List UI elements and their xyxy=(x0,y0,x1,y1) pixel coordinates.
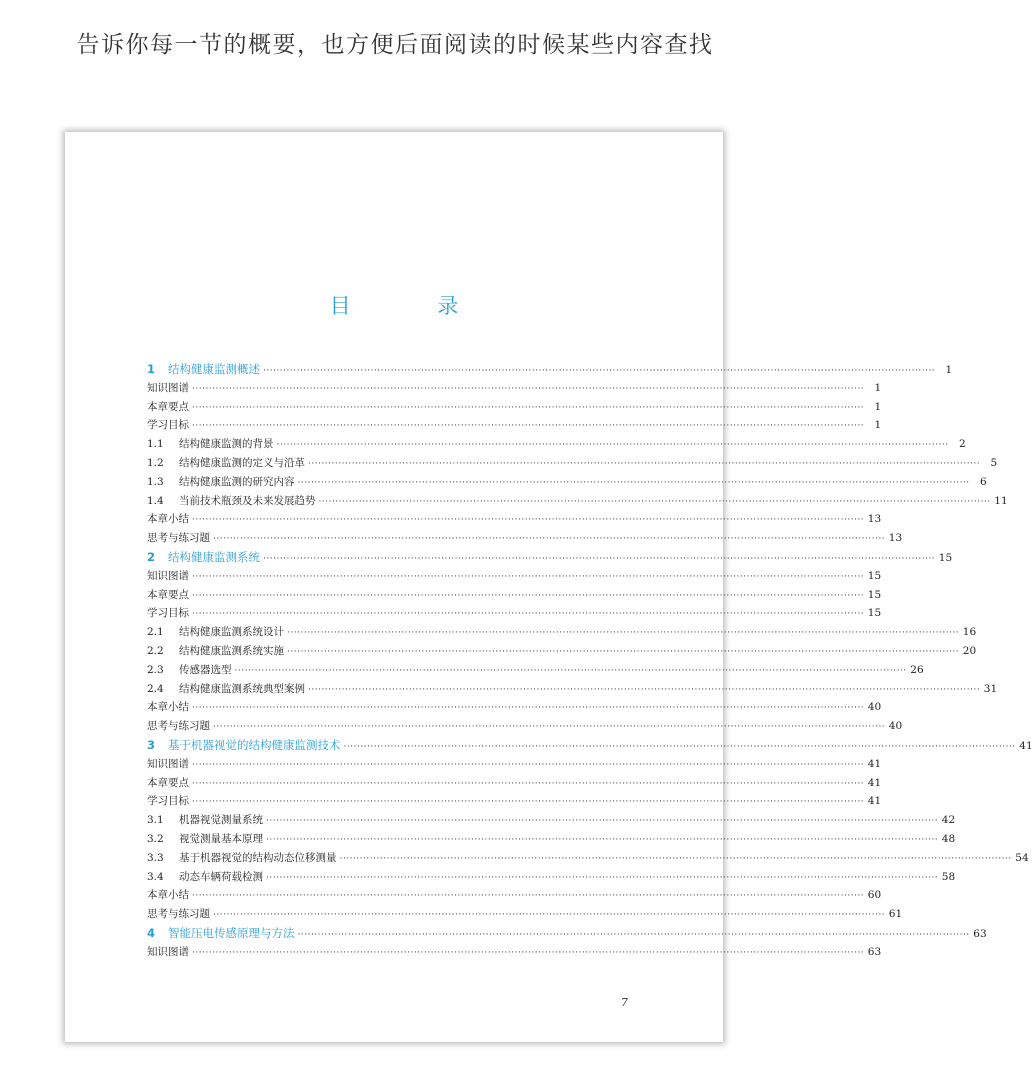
toc-entry-page: 61 xyxy=(888,908,903,921)
toc-entry-title: 学习目标 xyxy=(147,419,189,432)
toc-entry-number: 2.1 xyxy=(147,626,164,639)
toc-entry-page: 2 xyxy=(958,438,966,451)
toc-entry-title: 本章要点 xyxy=(147,776,189,789)
toc-entry xyxy=(147,886,882,905)
dot-leader: ········································································································································································································ xyxy=(297,929,970,940)
toc-entry-title: 基于机器视觉的结构动态位移测量 xyxy=(179,851,337,864)
dot-leader: ········································································································································································································ xyxy=(192,759,865,770)
dot-leader: ········································································································································································································ xyxy=(192,590,865,601)
dot-leader: ········································································································································································································ xyxy=(192,515,865,526)
dot-leader: ········································································································································································································ xyxy=(213,722,886,733)
toc-entry-number: 1 xyxy=(147,362,156,376)
toc-entry xyxy=(147,604,882,623)
toc-entry-page: 63 xyxy=(973,927,987,940)
toc-entry-title: 知识图谱 xyxy=(147,945,189,958)
dot-leader: ········································································································································································································ xyxy=(192,797,865,808)
toc-chapter-entry xyxy=(147,924,987,943)
dot-leader: ········································································································································································································ xyxy=(263,366,936,376)
toc-entry-title: 动态车辆荷载检测 xyxy=(179,870,263,883)
dot-leader: ········································································································································································································ xyxy=(192,571,865,582)
toc-entry xyxy=(147,774,882,793)
toc-entry-page: 40 xyxy=(867,701,882,714)
toc-entry-page: 13 xyxy=(888,532,903,545)
toc-entry-page: 15 xyxy=(867,569,882,582)
dot-leader: ········································································································································································································ xyxy=(213,910,886,921)
toc-entry-number: 3.1 xyxy=(147,814,164,827)
toc-entry-title: 本章要点 xyxy=(147,400,189,413)
toc-entry-title: 本章小结 xyxy=(147,889,189,902)
toc-section-entry xyxy=(147,661,924,680)
toc-entry-page: 5 xyxy=(990,456,998,469)
toc-entry-title: 智能压电传感原理与方法 xyxy=(168,925,295,940)
toc-entry-number: 2.2 xyxy=(147,644,164,657)
toc-entry-page: 26 xyxy=(910,663,924,676)
dot-leader: ········································································································································································································ xyxy=(192,947,865,958)
toc-entry-page: 15 xyxy=(867,588,882,601)
table-of-contents xyxy=(147,360,1033,962)
toc-entry-title: 视觉测量基本原理 xyxy=(179,832,263,845)
book-page xyxy=(65,132,1033,1042)
dot-leader: ········································································································································································································ xyxy=(192,891,865,902)
toc-entry-title: 当前技术瓶颈及未来发展趋势 xyxy=(179,494,316,507)
dot-leader: ········································································································································································································ xyxy=(318,496,991,507)
toc-entry-title: 结构健康监测系统典型案例 xyxy=(179,682,305,695)
dot-leader: ········································································································································································································ xyxy=(308,458,981,469)
toc-entry xyxy=(147,792,882,811)
toc-entry-title: 机器视觉测量系统 xyxy=(179,814,263,827)
dot-leader: ········································································································································································································ xyxy=(287,646,960,657)
toc-entry-page: 16 xyxy=(962,626,977,639)
toc-entry-number: 3.4 xyxy=(147,870,164,883)
toc-entry xyxy=(147,698,882,717)
toc-entry-title: 思考与练习题 xyxy=(147,720,210,733)
toc-entry-page: 58 xyxy=(941,870,956,883)
toc-section-entry xyxy=(147,680,998,699)
dot-leader: ········································································································································································································ xyxy=(297,477,970,488)
toc-entry-number: 1.1 xyxy=(147,438,164,451)
toc-entry xyxy=(147,529,903,548)
toc-entry-page: 1 xyxy=(874,400,882,413)
toc-entry-title: 结构健康监测的研究内容 xyxy=(179,475,295,488)
caption-text: 告诉你每一节的概要，也方便后面阅读的时候某些内容查找 xyxy=(76,32,714,58)
toc-section-entry xyxy=(147,811,956,830)
toc-entry xyxy=(147,379,882,398)
dot-leader: ········································································································································································································ xyxy=(213,534,886,545)
dot-leader: ········································································································································································································ xyxy=(343,741,1016,752)
toc-entry-page: 31 xyxy=(983,682,998,695)
toc-entry-title: 思考与练习题 xyxy=(147,532,210,545)
toc-entry-page: 11 xyxy=(994,494,1008,507)
dot-leader: ········································································································································································································ xyxy=(339,853,1012,864)
toc-chapter-entry xyxy=(147,548,953,567)
toc-entry-title: 结构健康监测的定义与沿革 xyxy=(179,456,305,469)
toc-section-entry xyxy=(147,623,977,642)
toc-entry-title: 结构健康监测系统 xyxy=(168,549,260,564)
toc-section-entry xyxy=(147,492,1008,511)
dot-leader: ········································································································································································································ xyxy=(287,628,960,639)
toc-entry-page: 41 xyxy=(867,795,882,808)
toc-entry-page: 1 xyxy=(945,364,953,376)
toc-section-entry xyxy=(147,473,987,492)
dot-leader: ········································································································································································································ xyxy=(266,872,939,883)
toc-entry-number: 2.4 xyxy=(147,682,164,695)
toc-entry-title: 知识图谱 xyxy=(147,381,189,394)
toc-entry xyxy=(147,755,882,774)
toc-entry-page: 6 xyxy=(979,475,987,488)
toc-entry-page: 41 xyxy=(867,776,882,789)
toc-entry-title: 本章小结 xyxy=(147,513,189,526)
toc-entry-page: 20 xyxy=(962,644,977,657)
toc-entry-number: 3 xyxy=(147,737,156,752)
toc-entry-number: 2.3 xyxy=(147,663,164,676)
toc-entry-number: 1.4 xyxy=(147,494,164,507)
toc-entry xyxy=(147,943,882,962)
toc-chapter-entry xyxy=(147,360,953,379)
toc-section-entry xyxy=(147,642,977,661)
toc-section-entry xyxy=(147,830,956,849)
toc-entry xyxy=(147,398,882,417)
toc-entry-number: 4 xyxy=(147,925,156,940)
toc-entry-page: 40 xyxy=(888,720,903,733)
dot-leader: ········································································································································································································ xyxy=(192,383,865,394)
toc-entry-title: 基于机器视觉的结构健康监测技术 xyxy=(168,737,341,752)
toc-entry xyxy=(147,416,882,435)
dot-leader: ········································································································································································································ xyxy=(263,553,936,564)
page-number: 7 xyxy=(621,996,628,1009)
toc-entry-title: 知识图谱 xyxy=(147,569,189,582)
toc-entry-page: 42 xyxy=(941,814,956,827)
toc-entry-page: 15 xyxy=(867,607,882,620)
toc-entry xyxy=(147,510,882,529)
toc-entry-page: 15 xyxy=(938,551,953,564)
toc-entry xyxy=(147,586,882,605)
toc-entry-page: 13 xyxy=(867,513,882,526)
dot-leader: ········································································································································································································ xyxy=(192,421,865,432)
toc-entry-page: 41 xyxy=(867,757,882,770)
dot-leader: ········································································································································································································ xyxy=(266,834,939,845)
toc-entry-title: 本章小结 xyxy=(147,701,189,714)
toc-entry xyxy=(147,905,903,924)
toc-entry-title: 本章要点 xyxy=(147,588,189,601)
toc-entry-page: 48 xyxy=(941,832,956,845)
dot-leader: ········································································································································································································ xyxy=(266,816,939,827)
toc-entry-title: 结构健康监测概述 xyxy=(168,362,260,376)
toc-entry-page: 60 xyxy=(867,889,882,902)
toc-entry-title: 结构健康监测系统设计 xyxy=(179,626,284,639)
dot-leader: ········································································································································································································ xyxy=(308,684,981,695)
toc-section-entry xyxy=(147,849,1029,868)
dot-leader: ········································································································································································································ xyxy=(276,440,949,451)
toc-entry-page: 54 xyxy=(1015,851,1029,864)
toc-entry-number: 3.3 xyxy=(147,851,164,864)
toc-entry-number: 1.2 xyxy=(147,456,164,469)
toc-entry-page: 1 xyxy=(874,419,882,432)
dot-leader: ········································································································································································································ xyxy=(192,703,865,714)
toc-entry-title: 结构健康监测系统实施 xyxy=(179,644,284,657)
toc-entry-page: 63 xyxy=(867,945,882,958)
toc-chapter-entry xyxy=(147,736,1033,755)
toc-entry-number: 2 xyxy=(147,549,156,564)
toc-entry-number: 1.3 xyxy=(147,475,164,488)
dot-leader: ········································································································································································································ xyxy=(192,609,865,620)
toc-entry-title: 思考与练习题 xyxy=(147,908,210,921)
toc-entry-title: 知识图谱 xyxy=(147,757,189,770)
toc-section-entry xyxy=(147,454,998,473)
toc-entry xyxy=(147,717,903,736)
toc-entry-title: 学习目标 xyxy=(147,795,189,808)
dot-leader: ········································································································································································································ xyxy=(192,778,865,789)
toc-entry-number: 3.2 xyxy=(147,832,164,845)
toc-entry-page: 1 xyxy=(874,381,882,394)
toc-entry-title: 传感器选型 xyxy=(179,663,232,676)
toc-title: 目 录 xyxy=(329,294,499,318)
toc-entry-title: 学习目标 xyxy=(147,607,189,620)
toc-entry-page: 41 xyxy=(1019,739,1033,752)
dot-leader: ········································································································································································································ xyxy=(192,402,865,413)
toc-entry xyxy=(147,567,882,586)
toc-section-entry xyxy=(147,435,966,454)
dot-leader: ········································································································································································································ xyxy=(234,665,907,676)
toc-entry-title: 结构健康监测的背景 xyxy=(179,438,274,451)
toc-section-entry xyxy=(147,868,956,887)
